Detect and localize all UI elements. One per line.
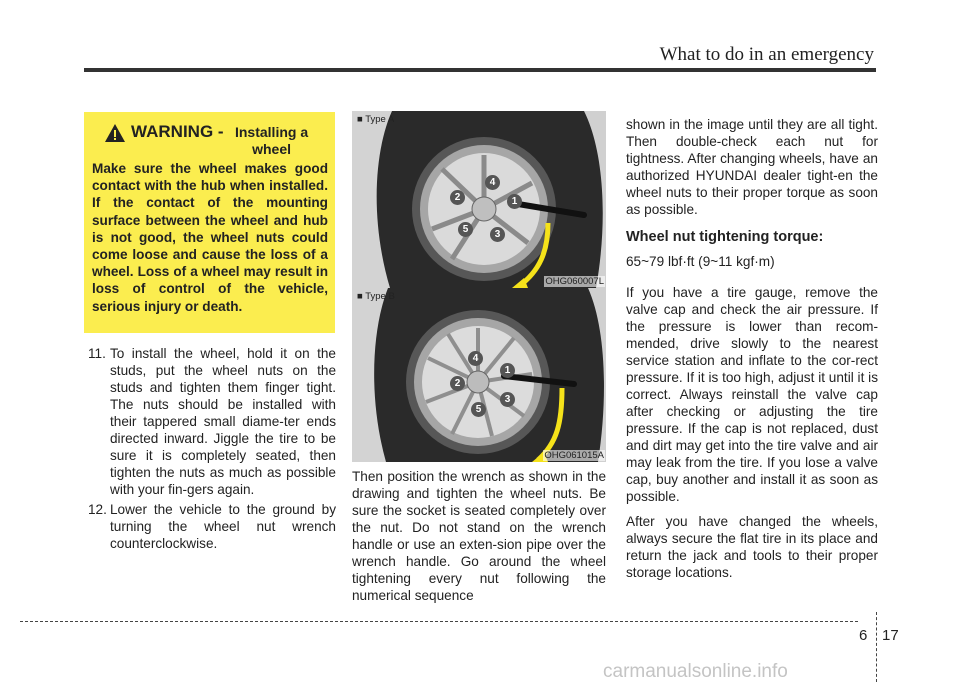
header-rule [84, 68, 876, 72]
step-text: Lower the vehicle to the ground by turning the wheel nut wrench counterclockwise. [110, 502, 336, 551]
middle-paragraph: Then position the wrench as shown in the drawing and tighten the wheel nuts. Be sure the socket is seated completely over the nut. Do not stand on the wrench handle or use an exten-sion pipe over the wrench handle. Go around the wheel tightening every nut following the numerical sequence [352, 469, 606, 603]
wheel-illustration-b [352, 288, 606, 462]
paragraph-continued: shown in the image until they are all tight. Then double-check each nut for tightness. After changing wheels, have an authorized HYUNDAI dealer tight-en the wheel nuts to their proper torque as soon as possible. [626, 117, 878, 217]
list-item [88, 501, 336, 552]
footer-rule [20, 621, 858, 622]
nut-label-4: 4 [485, 175, 500, 190]
chapter-number: 6 [859, 627, 868, 644]
step-number: 12. [88, 502, 107, 517]
step-text: To install the wheel, hold it on the studs, put the wheel nuts on the studs and tighten them finger tight. The nuts should be installed with their tappered small diame-ter ends directed inward. Jiggle the tire to be sure it is completely seated, then tighten the nuts as much as possible with your fin-gers again. [110, 346, 336, 497]
nut-label-5: 5 [471, 402, 486, 417]
page-number-divider [876, 612, 877, 682]
figure-type-label: ■ Type B [357, 291, 395, 302]
list-item [88, 345, 336, 498]
step-list [88, 345, 336, 555]
nut-label-2: 2 [450, 190, 465, 205]
wheel-figure-type-a [352, 111, 606, 288]
step-number: 11. [88, 346, 106, 361]
wheel-illustration-a [352, 111, 606, 288]
nut-label-5: 5 [458, 222, 473, 237]
nut-label-3: 3 [500, 392, 515, 407]
figure-code: OHG061015A [544, 450, 604, 461]
figure-code: OHG060007L [545, 276, 604, 287]
warning-label: WARNING - [131, 122, 224, 141]
warning-triangle-icon [104, 123, 126, 143]
torque-value: 65~79 lbf·ft (9~11 kgf·m) [626, 254, 775, 269]
tire-pressure-paragraph: If you have a tire gauge, remove the valve cap and check the air pressure. If the pressure is lower than recom-mended, drive slowly to the nearest service station and inflate to the cor-rect pressure. If it is too high, adjust it until it is correct. Always reinstall the valve cap after checking or adjusting the tire pressure. If the cap is not replaced, dust and dirt may get into the tire valve and air may leak from the tire. If you lose a valve cap, buy another and install it as soon as possible. [626, 285, 878, 504]
torque-heading: Wheel nut tightening torque: [626, 229, 824, 245]
nut-label-3: 3 [490, 227, 505, 242]
warning-topic: Installing a wheel [234, 124, 309, 157]
right-column [626, 116, 878, 589]
warning-box [84, 112, 335, 333]
nut-label-1: 1 [500, 363, 515, 378]
section-title: What to do in an emergency [659, 44, 874, 65]
nut-label-4: 4 [468, 351, 483, 366]
warning-title [104, 122, 328, 158]
wheel-figure-type-b [352, 288, 606, 462]
nut-label-2: 2 [450, 376, 465, 391]
warning-body: Make sure the wheel makes good contact with the hub when installed. If the contact of the mounting surface between the wheel and hub is not good, the wheel nuts could come loose and cause the loss of a wheel. Loss of a wheel may result in loss of control of the vehicle, serious injury or death. [92, 161, 328, 314]
page-number: 17 [882, 627, 899, 644]
storage-paragraph: After you have changed the wheels, always secure the flat tire in its place and return the jack and tools to their proper storage locations. [626, 514, 878, 580]
watermark: carmanualsonline.info [603, 661, 788, 682]
nut-label-1: 1 [507, 194, 522, 209]
figure-type-label: ■ Type A [357, 114, 395, 125]
